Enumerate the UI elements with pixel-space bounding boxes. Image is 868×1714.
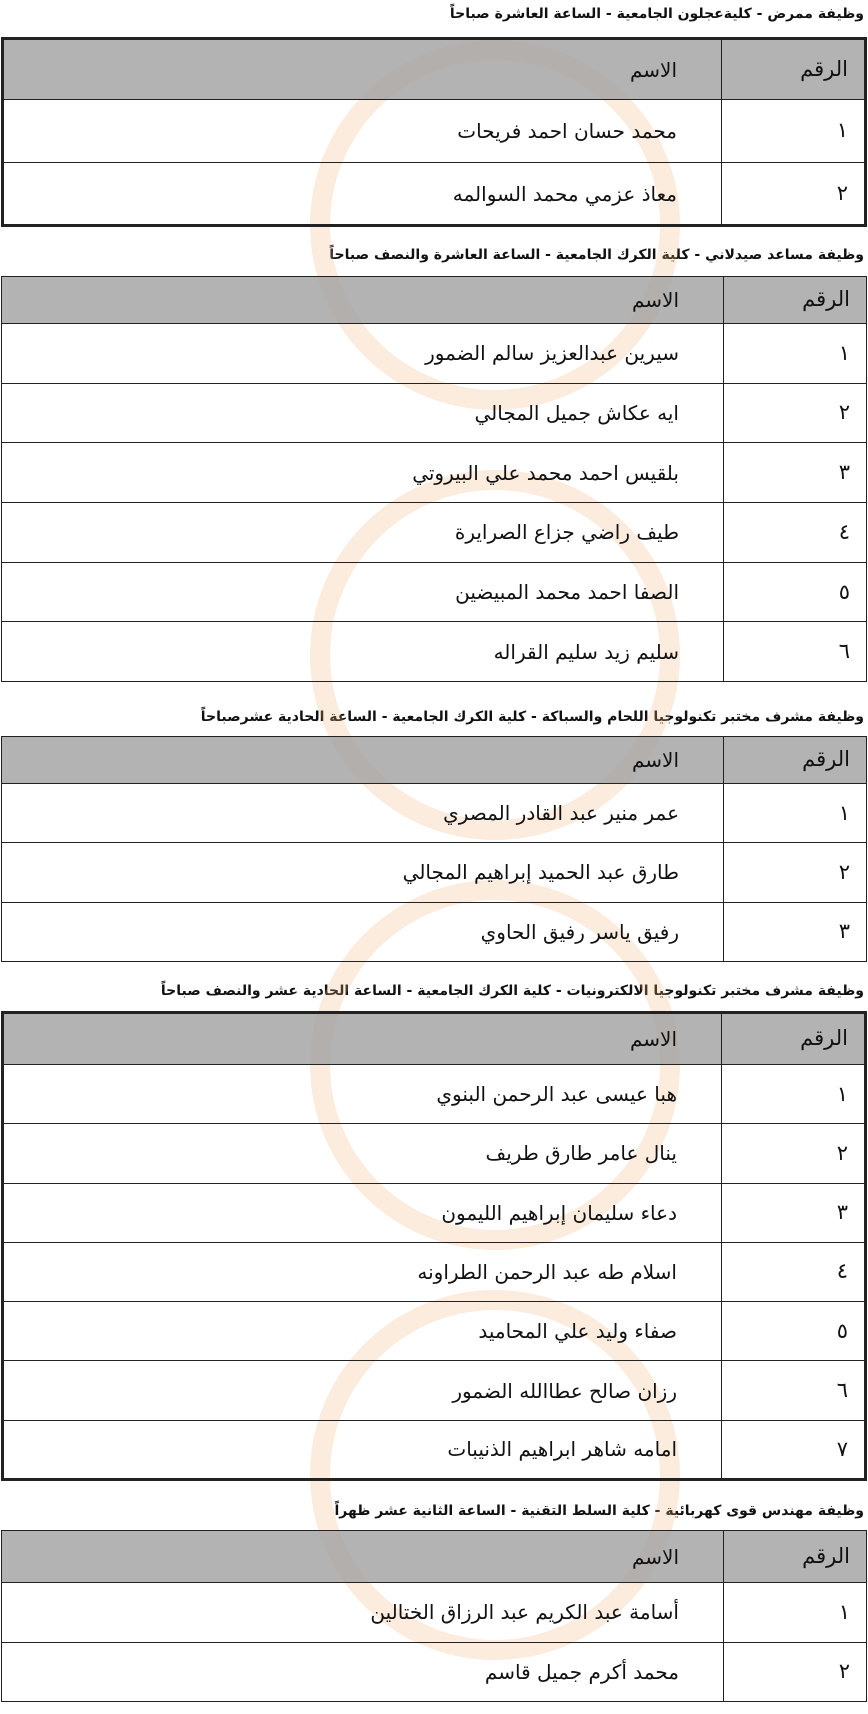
row-name: دعاء سليمان إبراهيم الليمون xyxy=(3,1183,722,1242)
row-number: ٣ xyxy=(724,902,867,961)
row-name: طارق عبد الحميد إبراهيم المجالي xyxy=(2,843,724,902)
header-name: الاسم xyxy=(3,39,722,100)
table-header-row xyxy=(3,1013,866,1065)
row-number: ٣ xyxy=(724,443,867,503)
candidates-table xyxy=(1,1011,867,1481)
table-row xyxy=(3,1361,866,1420)
row-name: سيرين عبدالعزيز سالم الضمور xyxy=(2,324,724,384)
table-row xyxy=(3,1302,866,1361)
table-row xyxy=(3,163,866,226)
table-row xyxy=(2,503,867,563)
table-row xyxy=(3,1242,866,1301)
row-number: ٣ xyxy=(722,1183,866,1242)
section-title: وظيفة مهندس قوى كهربائية - كلية السلط التقنية - الساعة الثانية عشر ظهراً xyxy=(334,1503,864,1519)
table-row xyxy=(2,784,867,843)
row-number: ٥ xyxy=(724,562,867,622)
row-name: رزان صالح عطاالله الضمور xyxy=(3,1361,722,1420)
row-number: ٢ xyxy=(724,383,867,443)
table-row xyxy=(3,1183,866,1242)
table-row xyxy=(2,1642,867,1702)
table-row xyxy=(2,383,867,443)
table-row xyxy=(3,100,866,163)
header-number: الرقم xyxy=(722,39,866,100)
row-name: طيف راضي جزاع الصرايرة xyxy=(2,503,724,563)
row-name: أسامة عبد الكريم عبد الرزاق الختالين xyxy=(2,1583,724,1643)
row-number: ١ xyxy=(722,1065,866,1124)
row-name: الصفا احمد محمد المبيضين xyxy=(2,562,724,622)
row-name: بلقيس احمد محمد علي البيروتي xyxy=(2,443,724,503)
row-name: عمر منير عبد القادر المصري xyxy=(2,784,724,843)
table-row xyxy=(3,1420,866,1479)
section-title: وظيفة ممرض - كليةعجلون الجامعية - الساعة العاشرة صباحاً xyxy=(449,6,864,22)
row-name: هبا عيسى عبد الرحمن البنوي xyxy=(3,1065,722,1124)
row-number: ٢ xyxy=(724,843,867,902)
row-number: ١ xyxy=(724,784,867,843)
row-number: ٤ xyxy=(722,1242,866,1301)
row-number: ٢ xyxy=(722,163,866,226)
row-name: ينال عامر طارق طريف xyxy=(3,1124,722,1183)
candidates-table xyxy=(1,37,867,227)
table-header-row xyxy=(2,1531,867,1583)
row-number: ٦ xyxy=(724,622,867,682)
row-name: معاذ عزمي محمد السوالمه xyxy=(3,163,722,226)
table-row xyxy=(2,443,867,503)
candidates-table xyxy=(1,736,867,962)
header-name: الاسم xyxy=(3,1013,722,1065)
header-name: الاسم xyxy=(2,737,724,784)
row-name: محمد حسان احمد فريحات xyxy=(3,100,722,163)
row-number: ١ xyxy=(724,324,867,384)
table-row xyxy=(2,324,867,384)
header-number: الرقم xyxy=(724,737,867,784)
table-row xyxy=(2,902,867,961)
row-number: ١ xyxy=(724,1583,867,1643)
row-number: ٤ xyxy=(724,503,867,563)
row-number: ٢ xyxy=(722,1124,866,1183)
section-title: وظيفة مشرف مختبر تكنولوجيا اللحام والسباكة - كلية الكرك الجامعية - الساعة الحادية عشرصباحاً xyxy=(200,709,864,725)
table-row xyxy=(2,1583,867,1643)
header-number: الرقم xyxy=(722,1013,866,1065)
table-header-row xyxy=(2,737,867,784)
row-name: اسلام طه عبد الرحمن الطراونه xyxy=(3,1242,722,1301)
table-row xyxy=(3,1065,866,1124)
row-number: ٦ xyxy=(722,1361,866,1420)
row-name: محمد أكرم جميل قاسم xyxy=(2,1642,724,1702)
row-name: رفيق ياسر رفيق الحاوي xyxy=(2,902,724,961)
candidates-table xyxy=(1,1530,867,1702)
table-row xyxy=(2,562,867,622)
section-title: وظيفة مساعد صيدلاني - كلية الكرك الجامعية - الساعة العاشرة والنصف صباحاً xyxy=(329,247,864,263)
table-header-row xyxy=(3,39,866,100)
table-row xyxy=(2,843,867,902)
row-number: ١ xyxy=(722,100,866,163)
candidates-table xyxy=(1,276,867,682)
row-name: سليم زيد سليم القراله xyxy=(2,622,724,682)
table-row xyxy=(3,1124,866,1183)
row-number: ٢ xyxy=(724,1642,867,1702)
table-row xyxy=(2,622,867,682)
row-number: ٧ xyxy=(722,1420,866,1479)
header-name: الاسم xyxy=(2,277,724,324)
header-number: الرقم xyxy=(724,1531,867,1583)
row-name: امامه شاهر ابراهيم الذنيبات xyxy=(3,1420,722,1479)
header-name: الاسم xyxy=(2,1531,724,1583)
row-name: ايه عكاش جميل المجالي xyxy=(2,383,724,443)
table-header-row xyxy=(2,277,867,324)
header-number: الرقم xyxy=(724,277,867,324)
row-number: ٥ xyxy=(722,1302,866,1361)
row-name: صفاء وليد علي المحاميد xyxy=(3,1302,722,1361)
section-title: وظيفة مشرف مختبر تكنولوجيا الالكترونيات - كلية الكرك الجامعية - الساعة الحادية عشر والنصف صباحاً xyxy=(160,983,864,999)
